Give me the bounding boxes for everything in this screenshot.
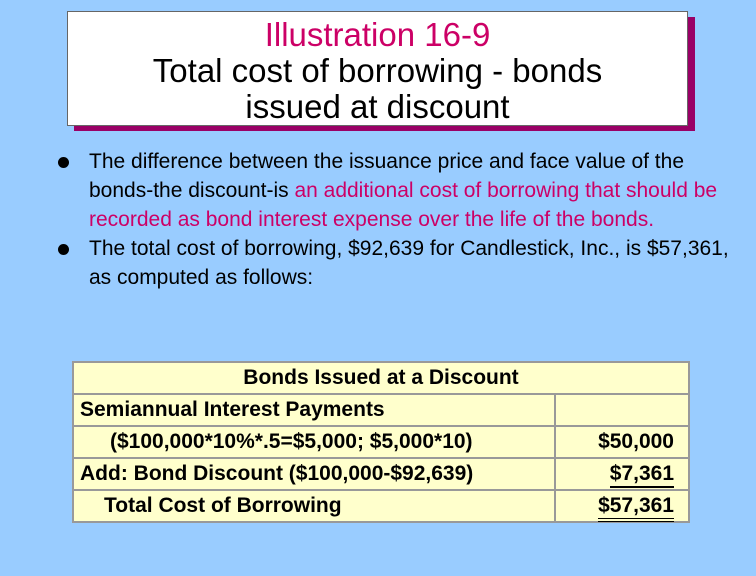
row-amount-total	[555, 490, 689, 522]
row-amount-empty	[555, 394, 689, 426]
bullet-item-1	[56, 147, 746, 234]
bullet-2-text: The total cost of borrowing, $92,639 for Candlestick, Inc., is $57,361, as computed as follows:	[89, 237, 729, 289]
title-line-3: issued at discount	[245, 88, 510, 125]
table-row	[73, 394, 689, 426]
total-amount: $57,361	[598, 494, 674, 522]
row-label-interest-payments: Semiannual Interest Payments	[73, 394, 555, 426]
borrowing-cost-table	[72, 361, 690, 523]
bullet-1-text: The difference between the issuance price and face value of the bonds-the discount-is	[89, 150, 685, 202]
title-line-2: Total cost of borrowing - bonds	[152, 52, 603, 89]
row-amount-discount	[555, 458, 689, 490]
row-label-discount: Add: Bond Discount ($100,000-$92,639)	[73, 458, 555, 490]
row-amount-interest	[555, 426, 689, 458]
table-header: Bonds Issued at a Discount	[73, 362, 689, 394]
bullet-dot-icon	[58, 157, 69, 168]
table-row	[73, 458, 689, 490]
row-label-interest-calc: ($100,000*10%*.5=$5,000; $5,000*10)	[73, 426, 555, 458]
bullet-list	[56, 147, 746, 292]
bullet-item-2	[56, 234, 746, 292]
row-label-total: Total Cost of Borrowing	[73, 490, 555, 522]
illustration-number: Illustration 16-9	[264, 16, 491, 53]
bullet-1-highlight: an additional cost of borrowing that should be recorded as bond interest expense over the life of the bonds.	[89, 179, 718, 231]
table-header-row	[73, 362, 689, 394]
interest-amount: $50,000	[598, 430, 674, 453]
table-row	[73, 490, 689, 522]
discount-amount: $7,361	[610, 462, 674, 488]
bullet-dot-icon	[58, 244, 69, 255]
title-box	[67, 11, 688, 126]
table-row	[73, 426, 689, 458]
